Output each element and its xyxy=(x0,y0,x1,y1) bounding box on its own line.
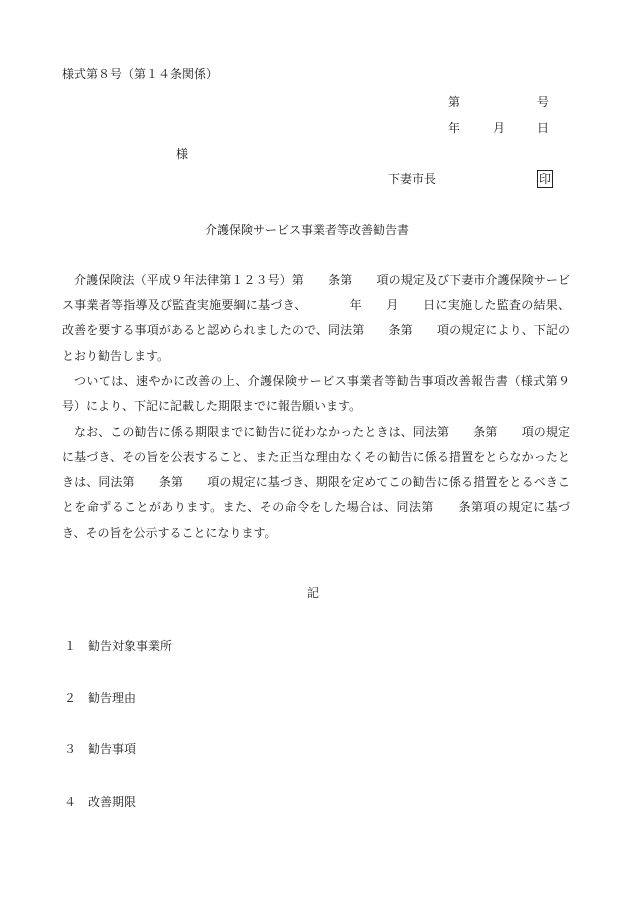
item-label: 勧告対象事業所 xyxy=(88,639,173,653)
item-number: ３ xyxy=(64,742,77,756)
date-year: 年 xyxy=(448,121,461,135)
list-item xyxy=(64,743,136,755)
item-label: 勧告事項 xyxy=(88,742,137,756)
seal-mark xyxy=(537,170,553,188)
list-item xyxy=(64,640,172,652)
body-paragraph-3: なお、この勧告に係る期限までに勧告に従わなかったときは、同法第 条第 項の規定に基づき、その旨を公表すること、また正当な理由なくその勧告に係る措置をとらなかったときは、同法第 条第 項の規定に基づき、期限を定めてこの勧告に係る措置をとるべきことを命ずることがあります。また、その命令をした場合は、同法第 条第項の規定に基づき、その旨を公示することになります。 xyxy=(62,424,570,540)
body-text xyxy=(62,268,570,546)
form-number: 様式第８号（第１４条関係） xyxy=(62,67,219,81)
list-item xyxy=(64,692,136,704)
ki-heading: 記 xyxy=(307,586,320,600)
date-month: 月 xyxy=(493,121,506,135)
body-paragraph-1: 介護保険法（平成９年法律第１２３号）第 条第 項の規定及び下妻市介護保険サービス事業者等指導及び監査実施要綱に基づき、 年 月 日に実施した監査の結果、改善を要する事項があると認められましたので、同法第 条第 項の規定により、下記のとおり勧告します。 xyxy=(62,273,570,363)
doc-number-prefix: 第 xyxy=(448,95,461,109)
list-item xyxy=(64,796,136,808)
item-label: 勧告理由 xyxy=(88,691,137,705)
item-label: 改善期限 xyxy=(88,795,137,809)
item-number: ２ xyxy=(64,691,77,705)
doc-number-suffix: 号 xyxy=(537,95,550,109)
item-number: ４ xyxy=(64,795,77,809)
body-paragraph-2: ついては、速やかに改善の上、介護保険サービス事業者等勧告事項改善報告書（様式第９号）により、下記に記載した期限までに報告願います。 xyxy=(62,374,570,414)
document-title: 介護保険サービス事業者等改善勧告書 xyxy=(205,223,410,237)
issuer-title: 下妻市長 xyxy=(388,172,437,186)
item-number: １ xyxy=(64,639,77,653)
seal-box: 印 xyxy=(539,172,552,186)
recipient-honorific: 様 xyxy=(176,147,189,161)
date-day: 日 xyxy=(537,121,550,135)
